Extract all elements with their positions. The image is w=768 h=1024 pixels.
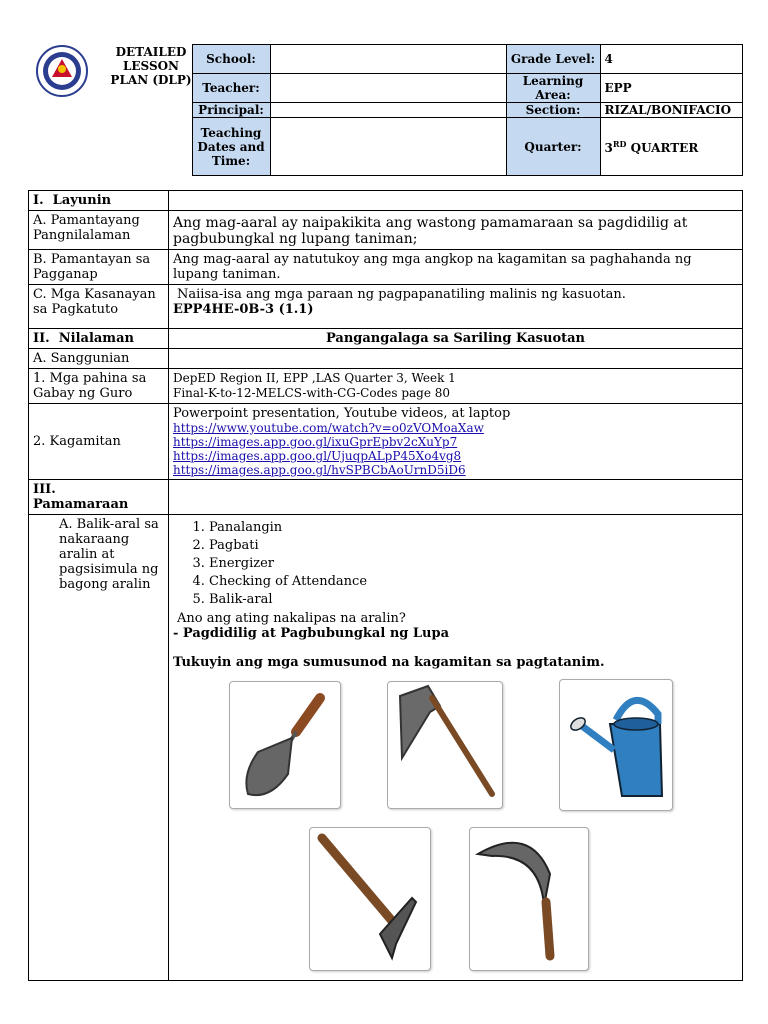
table-row [29, 250, 743, 285]
teacher-label: Teacher: [192, 74, 270, 103]
pamantayang-text: Ang mag-aaral ay naipakikita ang wastong pamamaraan sa pagdidilig at pagbubungkal ng lupang taniman; [169, 211, 743, 250]
image-link-3[interactable]: https://images.app.goo.gl/hvSPBCbAoUrnD5iD6 [173, 463, 466, 477]
pickaxe-icon [310, 828, 430, 970]
balik-aral-label: A. Balik-aral sa nakaraang aralin at pagsisimula ng bagong aralin [29, 515, 169, 981]
document-title: DETAILED LESSON PLAN (DLP) [110, 44, 192, 87]
grade-level-value[interactable]: 4 [600, 45, 742, 74]
kagamitan-label: 2. Kagamitan [29, 404, 169, 480]
layunin-heading: I. Layunin [29, 191, 169, 211]
sanggunian-label: A. Sanggunian [29, 349, 169, 369]
table-row [29, 349, 743, 369]
nilalaman-heading: II. Nilalaman [29, 329, 169, 349]
pagganap-label: B. Pamantayan sa Pagganap [29, 250, 169, 285]
watering-can-picture [559, 679, 673, 811]
school-value[interactable] [270, 45, 506, 74]
hoe-icon [388, 682, 502, 808]
list-item: 4. Checking of Attendance [209, 573, 738, 591]
quarter-suffix: RD [612, 138, 627, 149]
learning-area-label: Learning Area: [506, 74, 600, 103]
hoe-picture [387, 681, 503, 809]
watering-can-icon [560, 680, 672, 810]
quarter-value[interactable] [600, 118, 742, 176]
header-table [28, 44, 743, 176]
grade-level-label: Grade Level: [506, 45, 600, 74]
image-link-2[interactable]: https://images.app.goo.gl/UjuqpALpP45Xo4vg8 [173, 449, 462, 463]
school-label: School: [192, 45, 270, 74]
table-row [29, 329, 743, 349]
pamamaraan-heading: III. Pamamaraan [29, 480, 169, 515]
table-row [29, 191, 743, 211]
gabay-cell [169, 369, 743, 404]
youtube-link[interactable]: https://www.youtube.com/watch?v=o0zVOMoaXaw [173, 421, 484, 435]
table-row [29, 211, 743, 250]
image-link-1[interactable]: https://images.app.goo.gl/ixuGprEpbv2cXuYp7 [173, 435, 458, 449]
header-logo-cell [28, 45, 192, 176]
quarter-word: QUARTER [626, 140, 699, 155]
table-row [29, 369, 743, 404]
quarter-number: 3 [604, 140, 613, 155]
principal-value[interactable] [270, 103, 506, 118]
sickle-icon [470, 828, 588, 970]
review-question: Ano ang ating nakalipas na aralin? [177, 611, 406, 626]
table-row [29, 404, 743, 480]
table-row [29, 285, 743, 329]
competency-code: EPP4HE-0B-3 (1.1) [173, 302, 314, 317]
balik-aral-cell [169, 515, 743, 981]
section-value[interactable]: RIZAL/BONIFACIO [600, 103, 742, 118]
quarter-label: Quarter: [506, 118, 600, 176]
kagamitan-intro: Powerpoint presentation, Youtube videos, at laptop [173, 406, 511, 421]
list-item: 2. Pagbati [209, 537, 738, 555]
kagamitan-cell [169, 404, 743, 480]
pagganap-text: Ang mag-aaral ay natutukoy ang mga angkop na kagamitan sa paghahanda ng lupang taniman. [169, 250, 743, 285]
teacher-value[interactable] [270, 74, 506, 103]
kasanayan-text: Naiisa-isa ang mga paraan ng pagpapanatiling malinis ng kasuotan. [177, 287, 626, 302]
learning-area-value[interactable]: EPP [600, 74, 742, 103]
teaching-dates-label: Teaching Dates and Time: [192, 118, 270, 176]
tools-instruction: Tukuyin ang mga sumusunod na kagamitan sa pagtatanim. [173, 655, 605, 670]
list-item: 1. Panalangin [209, 519, 738, 537]
review-answer: - Pagdidilig at Pagbubungkal ng Lupa [173, 626, 449, 641]
list-item: 3. Energizer [209, 555, 738, 573]
kasanayan-cell [169, 285, 743, 329]
nilalaman-topic: Pangangalaga sa Sariling Kasuotan [169, 329, 743, 349]
gabay-line-2: Final-K-to-12-MELCS-with-CG-Codes page 80 [173, 386, 451, 400]
trowel-picture [229, 681, 341, 809]
kasanayan-label: C. Mga Kasanayan sa Pagkatuto [29, 285, 169, 329]
principal-label: Principal: [192, 103, 270, 118]
table-row [29, 480, 743, 515]
sickle-picture [469, 827, 589, 971]
gabay-label: 1. Mga pahina sa Gabay ng Guro [29, 369, 169, 404]
deped-seal-icon [34, 45, 90, 97]
teaching-dates-value[interactable] [270, 118, 506, 176]
table-row [29, 515, 743, 981]
gabay-line-1: DepED Region II, EPP ,LAS Quarter 3, Week 1 [173, 371, 456, 385]
pamantayang-label: A. Pamantayang Pangnilalaman [29, 211, 169, 250]
pickaxe-picture [309, 827, 431, 971]
list-item: 5. Balik-aral [209, 591, 738, 609]
section-label: Section: [506, 103, 600, 118]
activity-list [173, 519, 738, 609]
trowel-icon [230, 682, 340, 808]
lesson-plan-table [28, 190, 743, 981]
